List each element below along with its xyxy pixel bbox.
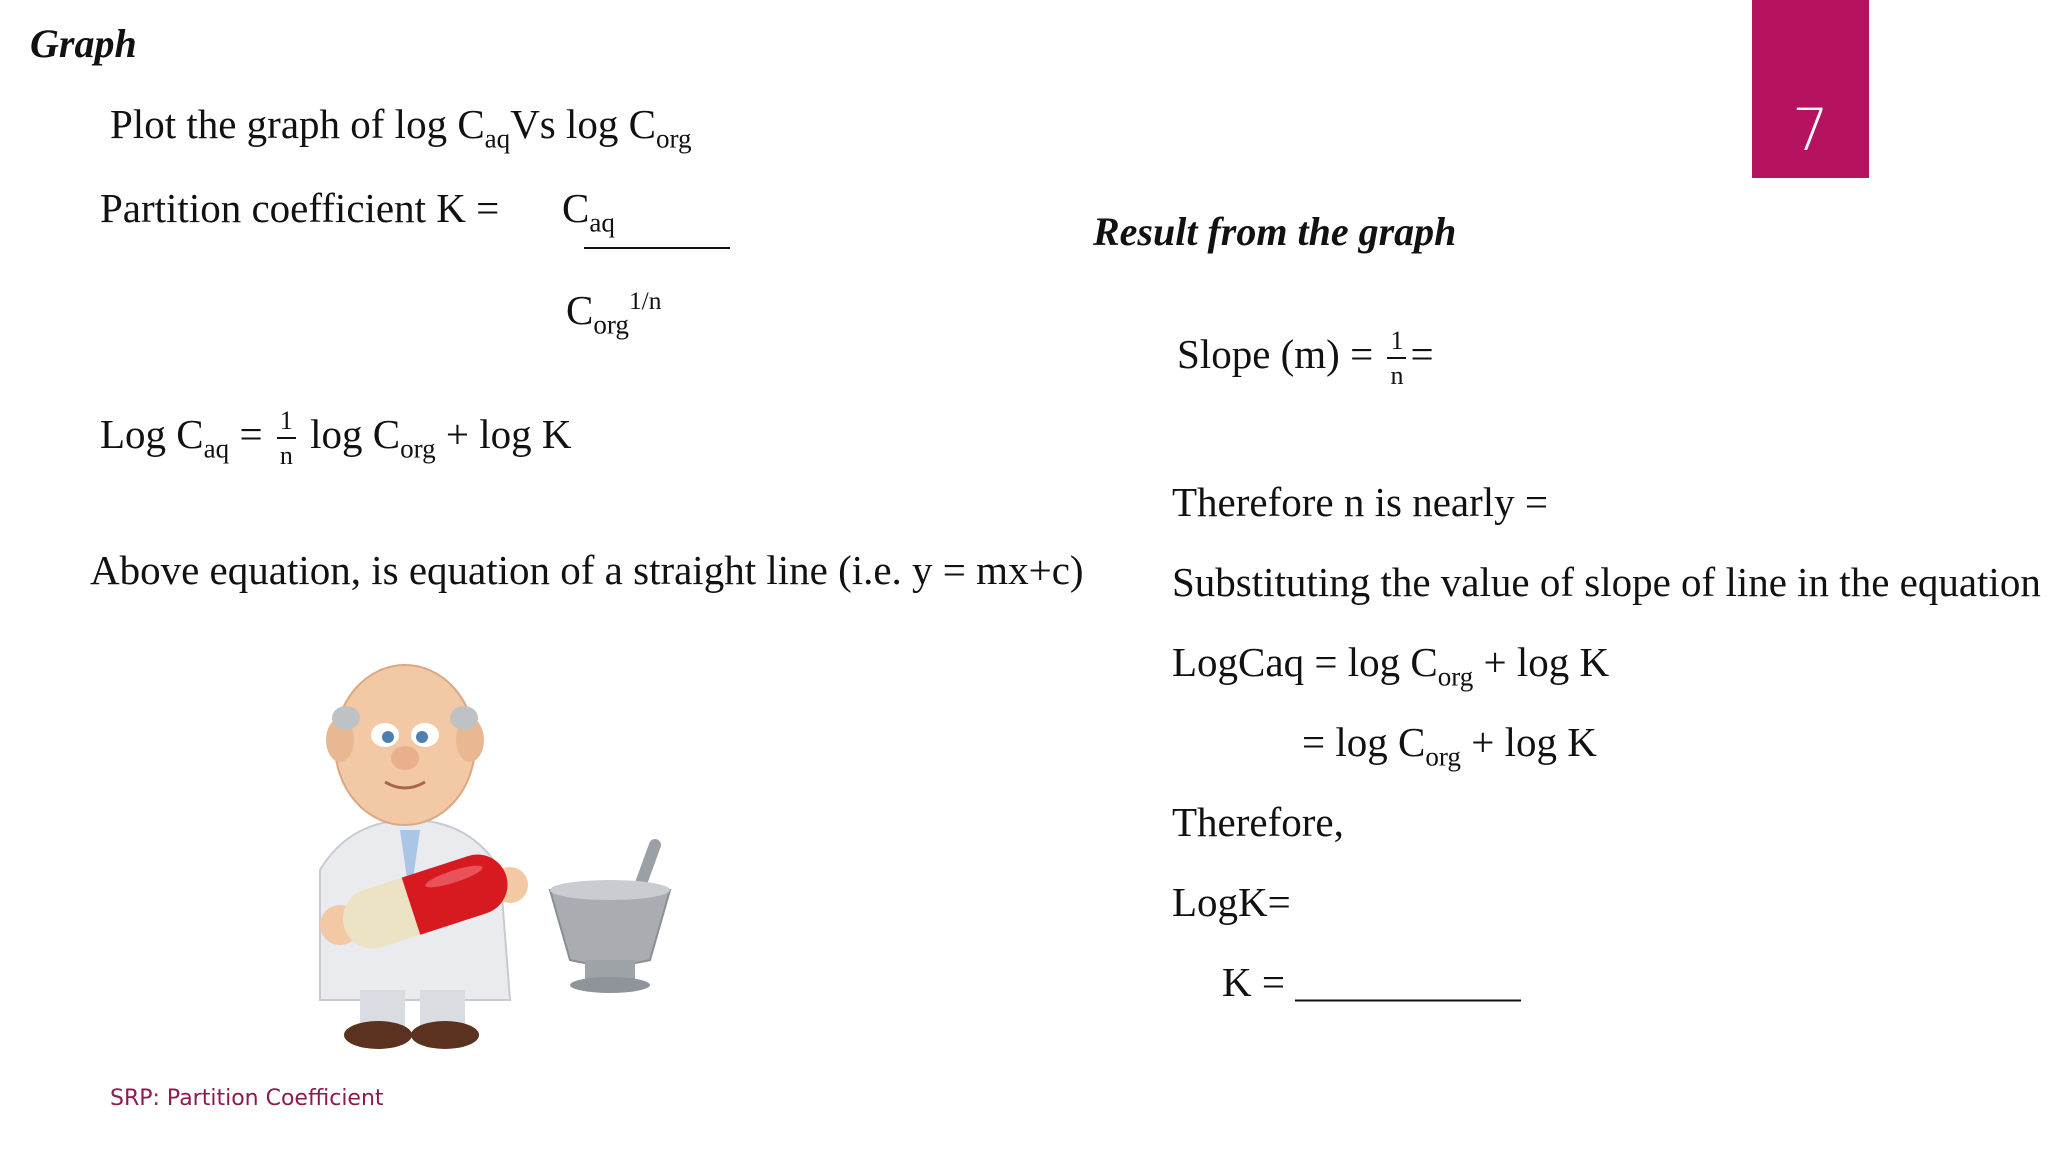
partition-numerator: $C_{aq}$ xyxy=(562,185,615,238)
left-shoe xyxy=(344,1021,412,1049)
substituting-note: Substituting the value of slope of line in the equation xyxy=(1172,559,2041,605)
slope-equation: Slope (m) = $\frac{1}{n}$ = xyxy=(1177,326,1434,390)
log-equation: Log $C_{aq}$ = $\frac{1}{n}$ $\log C_{org} + \log K$ xyxy=(100,406,572,470)
graph-heading: Graph xyxy=(30,21,137,66)
fraction-bar xyxy=(584,247,730,249)
equals-line: = $\log C_{org} + \log K$ xyxy=(1302,719,1597,772)
pharmacist-illustration xyxy=(280,640,700,1050)
footer-text: SRP: Partition Coefficient xyxy=(110,1086,384,1111)
therefore-n: Therefore n is nearly = xyxy=(1172,479,1549,525)
mortar-and-pestle xyxy=(550,845,670,993)
straight-line-note: Above equation, is equation of a straight line (i.e. y = mx+c) xyxy=(90,547,1084,593)
partition-denominator: $C_{org}^{1/n}$ xyxy=(566,286,662,340)
page-number: 7 xyxy=(1792,96,1829,164)
logk-line: LogK= xyxy=(1172,879,1291,925)
slope-fraction: $\frac{1}{n}$ xyxy=(1387,328,1406,389)
right-shoe xyxy=(411,1021,479,1049)
result-heading: Result from the graph xyxy=(1093,209,1457,254)
page-number-badge xyxy=(1752,0,1869,178)
partition-label: Partition coefficient K = xyxy=(100,185,500,231)
logcaq-equation: LogCaq = $\log C_{org} + \log K$ xyxy=(1172,639,1610,692)
k-line: K = ___________ xyxy=(1222,959,1521,1005)
one-over-n-fraction: $\frac{1}{n}$ xyxy=(277,408,296,469)
plot-instruction: Plot the graph of $\log C_{aq}Vs$ $\log C_{org}$ xyxy=(110,101,692,154)
head xyxy=(335,665,475,825)
therefore-text: Therefore, xyxy=(1172,799,1344,845)
